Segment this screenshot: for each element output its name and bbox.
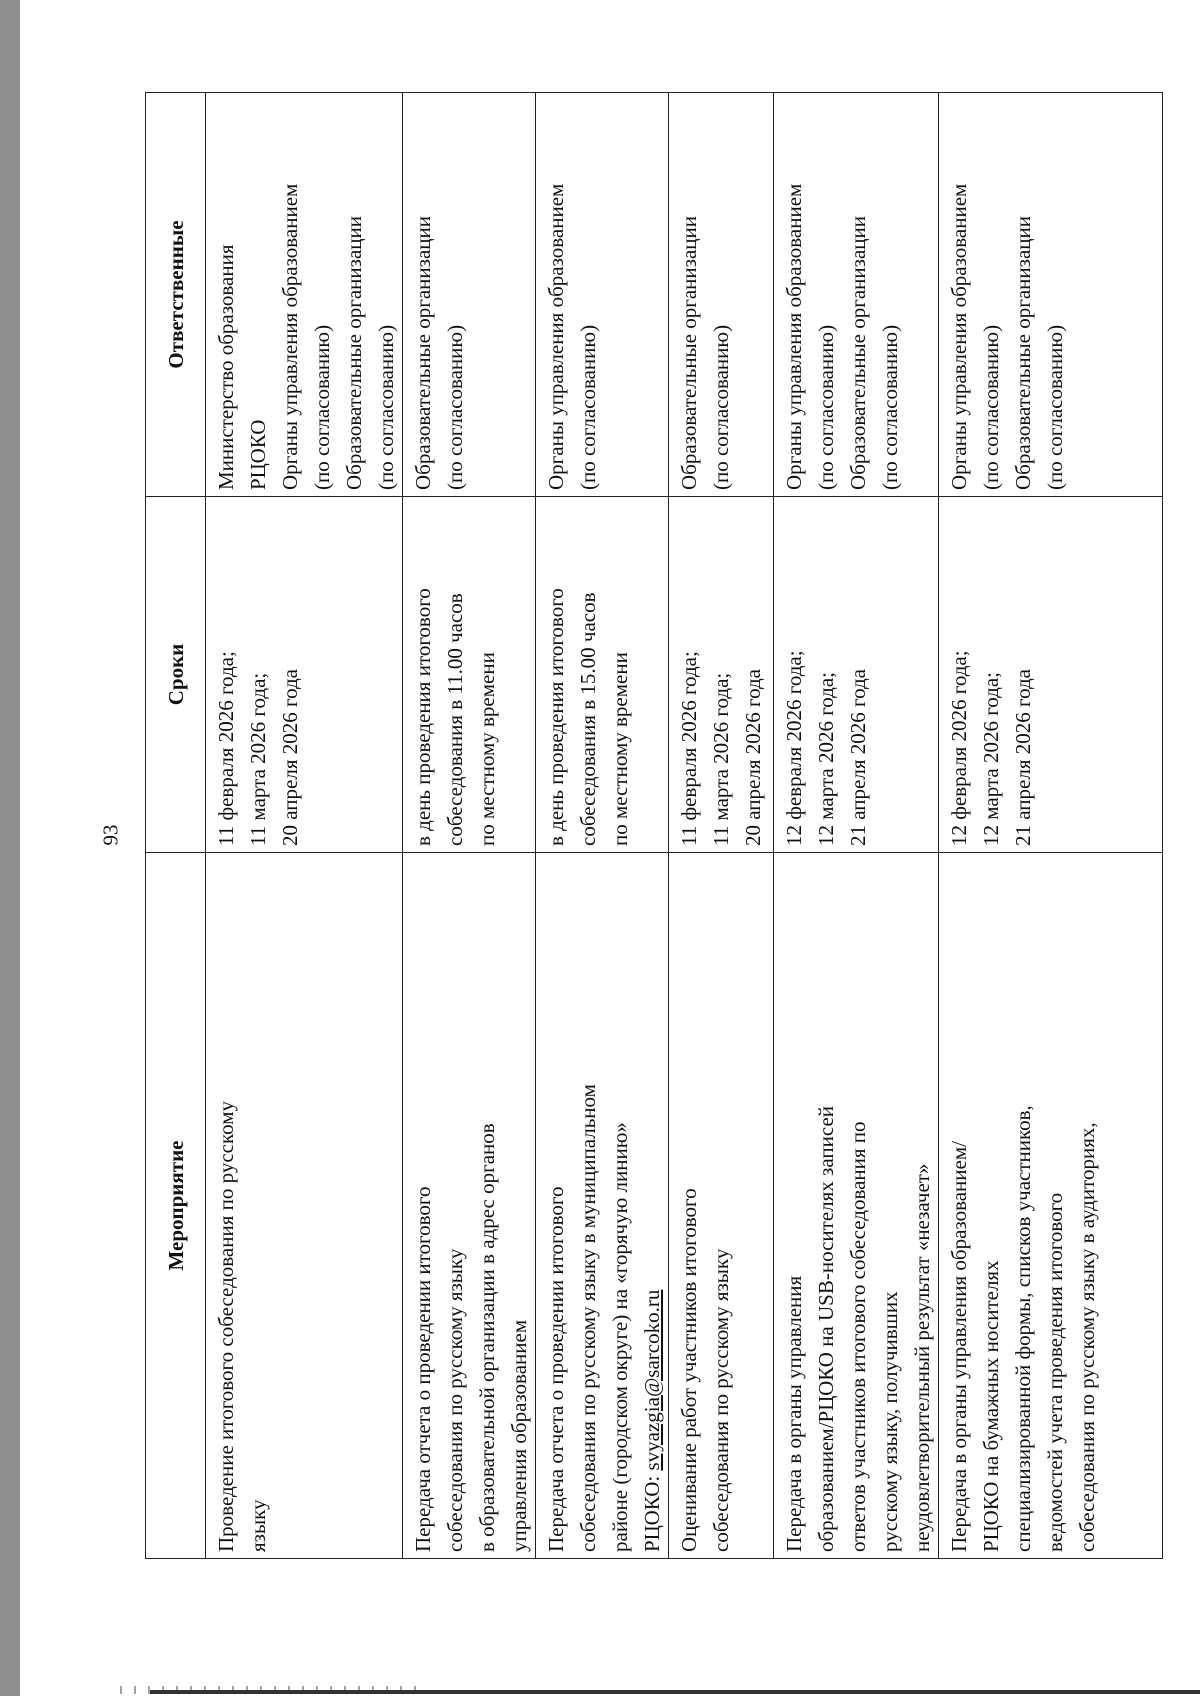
dates-cell bbox=[774, 497, 939, 853]
email-link[interactable]: svyazgia@sarcoko.ru bbox=[640, 1289, 664, 1471]
responsible-line: Органы управления образованием bbox=[782, 183, 806, 490]
event-cell bbox=[939, 853, 1163, 1559]
event-prefix: РЦОКО: bbox=[640, 1470, 664, 1552]
responsible-line: (по согласованию) bbox=[576, 324, 600, 490]
event-line: ведомостей учета проведения итогового bbox=[1043, 1192, 1067, 1552]
date-line: собеседования в 11.00 часов bbox=[443, 593, 467, 846]
responsible-cell bbox=[403, 93, 536, 497]
event-cell bbox=[669, 853, 774, 1559]
date-line: в день проведения итогового bbox=[411, 588, 435, 846]
event-line: в образовательной организации в адрес органов bbox=[475, 1123, 499, 1552]
responsible-line: (по согласованию) bbox=[814, 324, 838, 490]
table-header-row bbox=[146, 93, 206, 1559]
event-line: собеседования по русскому языку bbox=[709, 1248, 733, 1552]
responsible-line: (по согласованию) bbox=[878, 324, 902, 490]
event-line: РЦОКО на бумажных носителях bbox=[979, 1260, 1003, 1552]
event-line: специализированной формы, списков участников, bbox=[1011, 1105, 1035, 1552]
event-line: собеседования по русскому языку в аудиториях, bbox=[1075, 1122, 1099, 1552]
date-line: 12 февраля 2026 года; bbox=[947, 650, 971, 846]
responsible-line: Образовательные организации bbox=[342, 216, 366, 490]
responsible-line: (по согласованию) bbox=[374, 324, 398, 490]
responsible-cell bbox=[939, 93, 1163, 497]
date-line: 11 февраля 2026 года; bbox=[677, 651, 701, 846]
table-row bbox=[939, 93, 1163, 1559]
date-line: 12 марта 2026 года; bbox=[979, 671, 1003, 846]
dates-cell bbox=[206, 497, 403, 853]
table-row bbox=[403, 93, 536, 1559]
responsible-cell bbox=[536, 93, 669, 497]
responsible-line: Органы управления образованием bbox=[544, 183, 568, 490]
event-line: управления образованием bbox=[507, 1319, 531, 1552]
header-responsible: Ответственные bbox=[146, 93, 206, 497]
responsible-line: Образовательные организации bbox=[411, 216, 435, 490]
responsible-cell bbox=[774, 93, 939, 497]
dates-cell bbox=[669, 497, 774, 853]
date-line: по местному времени bbox=[475, 652, 499, 846]
event-line: неудовлетворительный результат «незачет» bbox=[910, 1163, 934, 1552]
date-line: собеседования в 15.00 часов bbox=[576, 592, 600, 846]
dates-cell bbox=[403, 497, 536, 853]
responsible-line: Органы управления образованием bbox=[278, 183, 302, 490]
responsible-line: (по согласованию) bbox=[443, 324, 467, 490]
date-line: 20 апреля 2026 года bbox=[278, 669, 302, 846]
event-line: Проведение итогового собеседования по русскому bbox=[214, 1101, 238, 1552]
event-cell bbox=[774, 853, 939, 1559]
event-cell bbox=[536, 853, 669, 1559]
responsible-line: Органы управления образованием bbox=[947, 183, 971, 490]
scan-bottom-edge bbox=[150, 1690, 1200, 1694]
scan-edge bbox=[0, 0, 20, 1696]
table-row bbox=[536, 93, 669, 1559]
date-line: по местному времени bbox=[608, 652, 632, 846]
date-line: 20 апреля 2026 года bbox=[741, 669, 765, 846]
event-line: Оценивание работ участников итогового bbox=[677, 1188, 701, 1552]
date-line: 11 февраля 2026 года; bbox=[214, 651, 238, 846]
responsible-line: Министерство образования bbox=[214, 244, 238, 490]
event-cell bbox=[403, 853, 536, 1559]
event-cell bbox=[206, 853, 403, 1559]
date-line: 21 апреля 2026 года bbox=[1011, 669, 1035, 846]
event-line bbox=[636, 859, 668, 1552]
date-line: 12 марта 2026 года; bbox=[814, 671, 838, 846]
responsible-line: (по согласованию) bbox=[1043, 324, 1067, 490]
event-line: ответов участников итогового собеседования по bbox=[846, 1121, 870, 1552]
header-dates: Сроки bbox=[146, 497, 206, 853]
event-line: собеседования по русскому языку bbox=[443, 1248, 467, 1552]
rotated-table-container bbox=[145, 93, 1105, 1559]
event-line: Передача в органы управления bbox=[782, 1275, 806, 1552]
event-line: образованием/РЦОКО на USB-носителях записей bbox=[814, 1105, 838, 1552]
page-number-text: 93 bbox=[98, 824, 123, 846]
header-event: Мероприятие bbox=[146, 853, 206, 1559]
table-row bbox=[774, 93, 939, 1559]
responsible-cell bbox=[669, 93, 774, 497]
event-line: Передача отчета о проведении итогового bbox=[544, 1186, 568, 1552]
dates-cell bbox=[536, 497, 669, 853]
responsible-cell bbox=[206, 93, 403, 497]
events-table bbox=[145, 92, 1163, 1559]
responsible-line: РЦОКО bbox=[246, 419, 270, 490]
event-line: собеседования по русскому языку в муниципальном bbox=[576, 1084, 600, 1552]
event-line: языку bbox=[246, 1499, 270, 1552]
event-line: Передача в органы управления образованием/ bbox=[947, 1141, 971, 1552]
date-line: 21 апреля 2026 года bbox=[846, 669, 870, 846]
table-row bbox=[206, 93, 403, 1559]
date-line: 11 марта 2026 года; bbox=[709, 672, 733, 846]
date-line: 12 февраля 2026 года; bbox=[782, 650, 806, 846]
table-row bbox=[669, 93, 774, 1559]
responsible-line: (по согласованию) bbox=[310, 324, 334, 490]
responsible-line: (по согласованию) bbox=[979, 324, 1003, 490]
event-line: Передача отчета о проведении итогового bbox=[411, 1186, 435, 1552]
responsible-line: Образовательные организации bbox=[677, 216, 701, 490]
responsible-line: Образовательные организации bbox=[1011, 216, 1035, 490]
dates-cell bbox=[939, 497, 1163, 853]
event-line: районе (городском округе) на «горячую линию» bbox=[608, 1122, 632, 1552]
responsible-line: Образовательные организации bbox=[846, 216, 870, 490]
event-line: русскому языку, получивших bbox=[878, 1291, 902, 1552]
responsible-line: (по согласованию) bbox=[709, 324, 733, 490]
date-line: 11 марта 2026 года; bbox=[246, 672, 270, 846]
date-line: в день проведения итогового bbox=[544, 588, 568, 846]
